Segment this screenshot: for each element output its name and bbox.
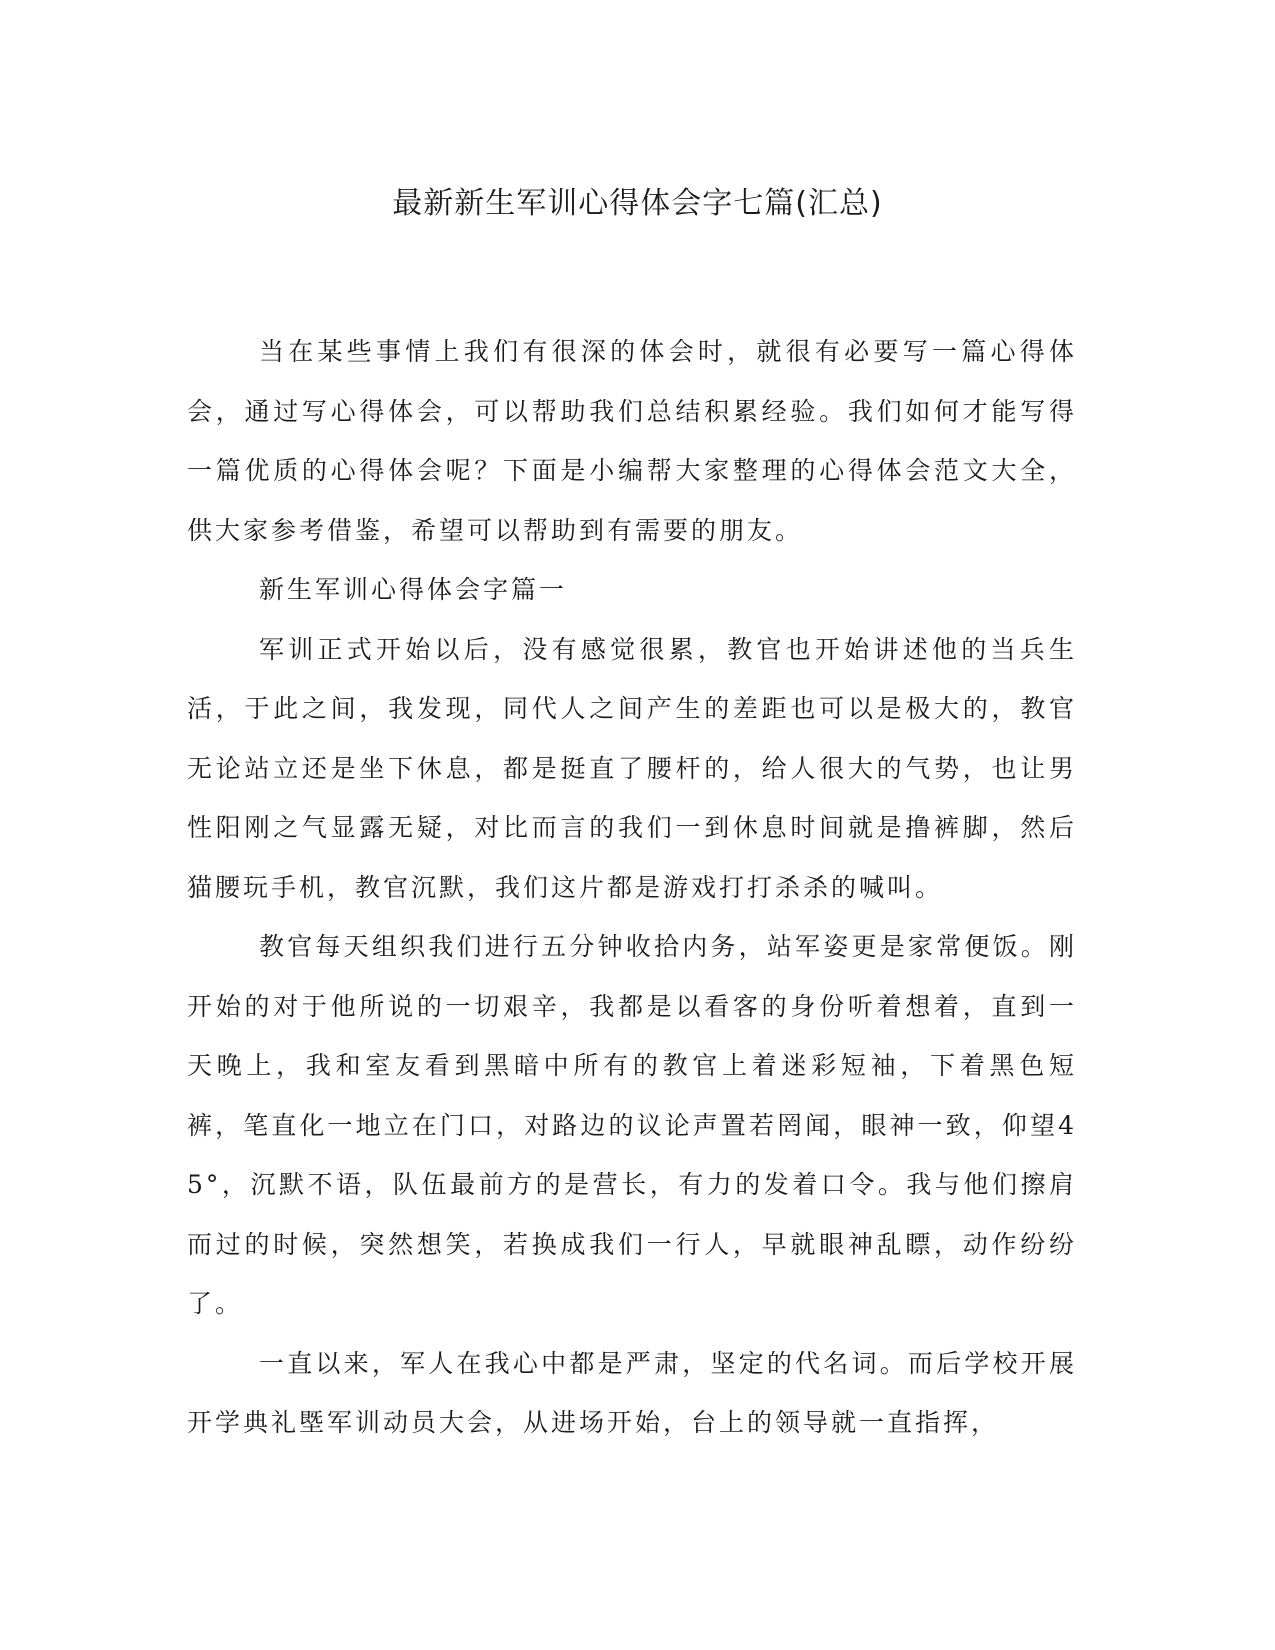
document-title: 最新新生军训心得体会字七篇(汇总)	[392, 186, 883, 221]
body-paragraph: 教官每天组织我们进行五分钟收拾内务，站军姿更是家常便饭。刚开始的对于他所说的一切艰辛，我都是以看客的身份听着想着，直到一天晚上，我和室友看到黑暗中所有的教官上着迷彩短袖，下着黑色短裤，笔直化一地立在门口，对路边的议论声置若罔闻，眼神一致，仰望45°，沉默不语，队伍最前方的是营长，有力的发着口令。我与他们擦肩而过的时候，突然想笑，若换成我们一行人，早就眼神乱瞟，动作纷纷了。	[187, 932, 1077, 1318]
document-body	[187, 322, 1077, 1453]
intro-paragraph: 当在某些事情上我们有很深的体会时，就很有必要写一篇心得体会，通过写心得体会，可以帮助我们总结积累经验。我们如何才能写得一篇优质的心得体会呢？下面是小编帮大家整理的心得体会范文大全，供大家参考借鉴，希望可以帮助到有需要的朋友。	[187, 337, 1077, 545]
body-paragraph: 一直以来，军人在我心中都是严肃，坚定的代名词。而后学校开展开学典礼塈军训动员大会，从进场开始，台上的领导就一直指挥，	[187, 1348, 1077, 1437]
body-paragraph: 军训正式开始以后，没有感觉很累，教官也开始讲述他的当兵生活，于此之间，我发现，同代人之间产生的差距也可以是极大的，教官无论站立还是坐下休息，都是挺直了腰杆的，给人很大的气势，也让男性阳刚之气显露无疑，对比而言的我们一到休息时间就是撸裤脚，然后猫腰玩手机，教官沉默，我们这片都是游戏打打杀杀的喊叫。	[187, 634, 1077, 902]
section-heading: 新生军训心得体会字篇一	[259, 575, 568, 604]
